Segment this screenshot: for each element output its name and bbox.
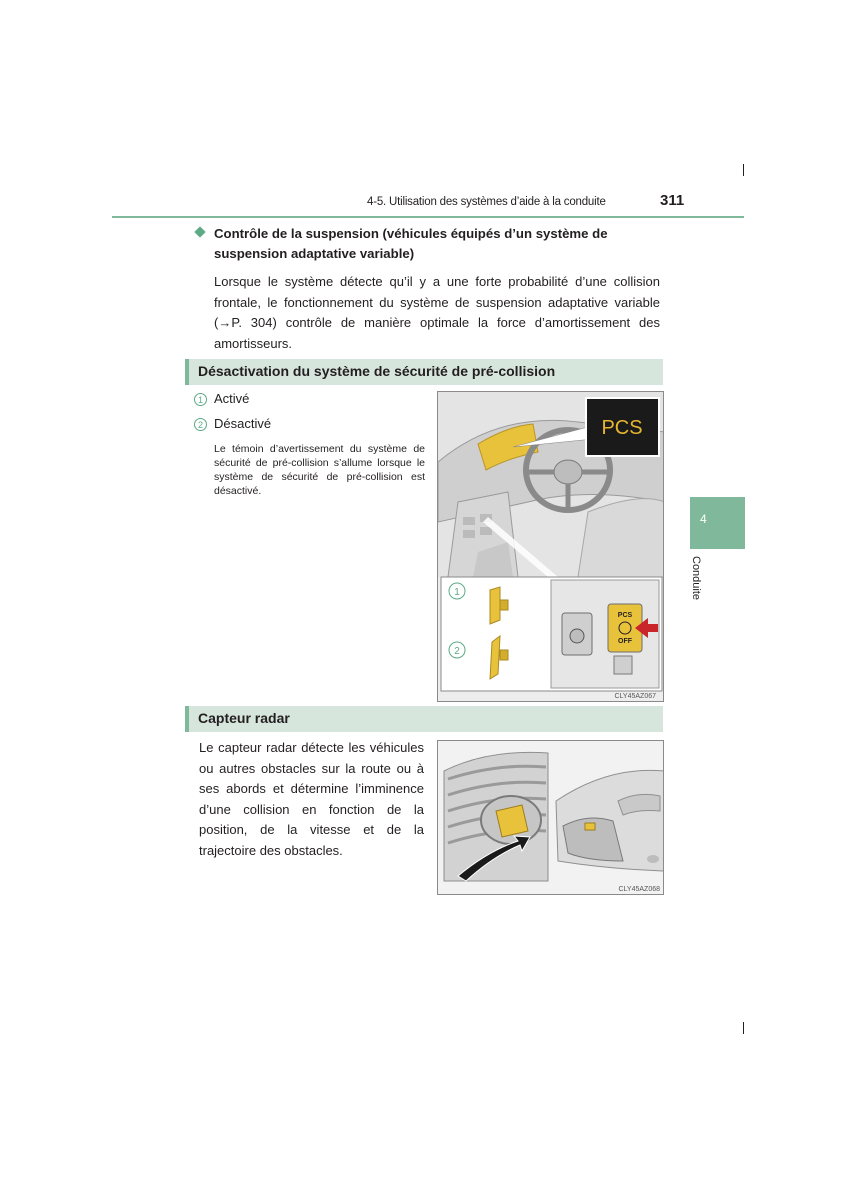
radar-sensor-illustration	[438, 741, 664, 895]
header-rule	[112, 216, 744, 218]
pcs-indicator-label: PCS	[601, 417, 643, 439]
pcs-dashboard-illustration	[438, 392, 664, 702]
item-label-active: Activé	[214, 391, 250, 406]
switch-label-off: OFF	[618, 638, 632, 645]
callout-number-2: 2	[194, 418, 207, 431]
page-number: 311	[660, 192, 685, 209]
section-heading-radar: Capteur radar	[198, 710, 290, 726]
suspension-paragraph: Lorsque le système détecte qu’il y a une forte probabilité d’une collision frontale, le fonctionnement du système de suspension adaptative variable (→P. 304) contrôle de manière optimale la force d’amortissement des amortisseurs.	[214, 274, 660, 351]
suspension-heading: Contrôle de la suspension (véhicules équipés d’un système de suspension adaptative variable)	[214, 226, 608, 261]
radar-paragraph: Le capteur radar détecte les véhicules ou autres obstacles sur la route ou à ses abords et détermine l’imminence d’une collision en fonction de la position, de la vitesse et de la trajectoire des obstacles.	[199, 740, 424, 858]
section-heading-pcs: Désactivation du système de sécurité de pré-collision	[198, 363, 556, 379]
running-header: 4-5. Utilisation des systèmes d’aide à la conduite	[367, 196, 606, 208]
pcs-warning-note: Le témoin d’avertissement du système de sécurité de pré-collision s’allume lorsque le système de sécurité de pré-collision est désactivé.	[214, 443, 425, 497]
chapter-name: Conduite	[690, 556, 702, 601]
chapter-number: 4	[700, 512, 707, 526]
diamond-bullet-icon	[194, 226, 205, 237]
figure-code-radar: CLY45AZ068	[618, 886, 660, 893]
callout-number-1: 1	[194, 393, 207, 406]
section-heading-bar-radar	[185, 706, 663, 732]
item-label-inactive: Désactivé	[214, 416, 272, 431]
figure-callout-2: 2	[454, 646, 460, 657]
switch-label-pcs: PCS	[617, 612, 633, 619]
section-heading-bar-pcs	[185, 359, 663, 385]
crop-mark-bottom	[743, 1022, 744, 1034]
pcs-figure	[437, 391, 664, 702]
chapter-tab	[690, 497, 745, 549]
crop-mark-top	[743, 164, 744, 176]
figure-code-pcs: CLY45AZ067	[614, 693, 656, 700]
radar-figure	[437, 740, 664, 895]
figure-callout-1: 1	[454, 587, 460, 598]
